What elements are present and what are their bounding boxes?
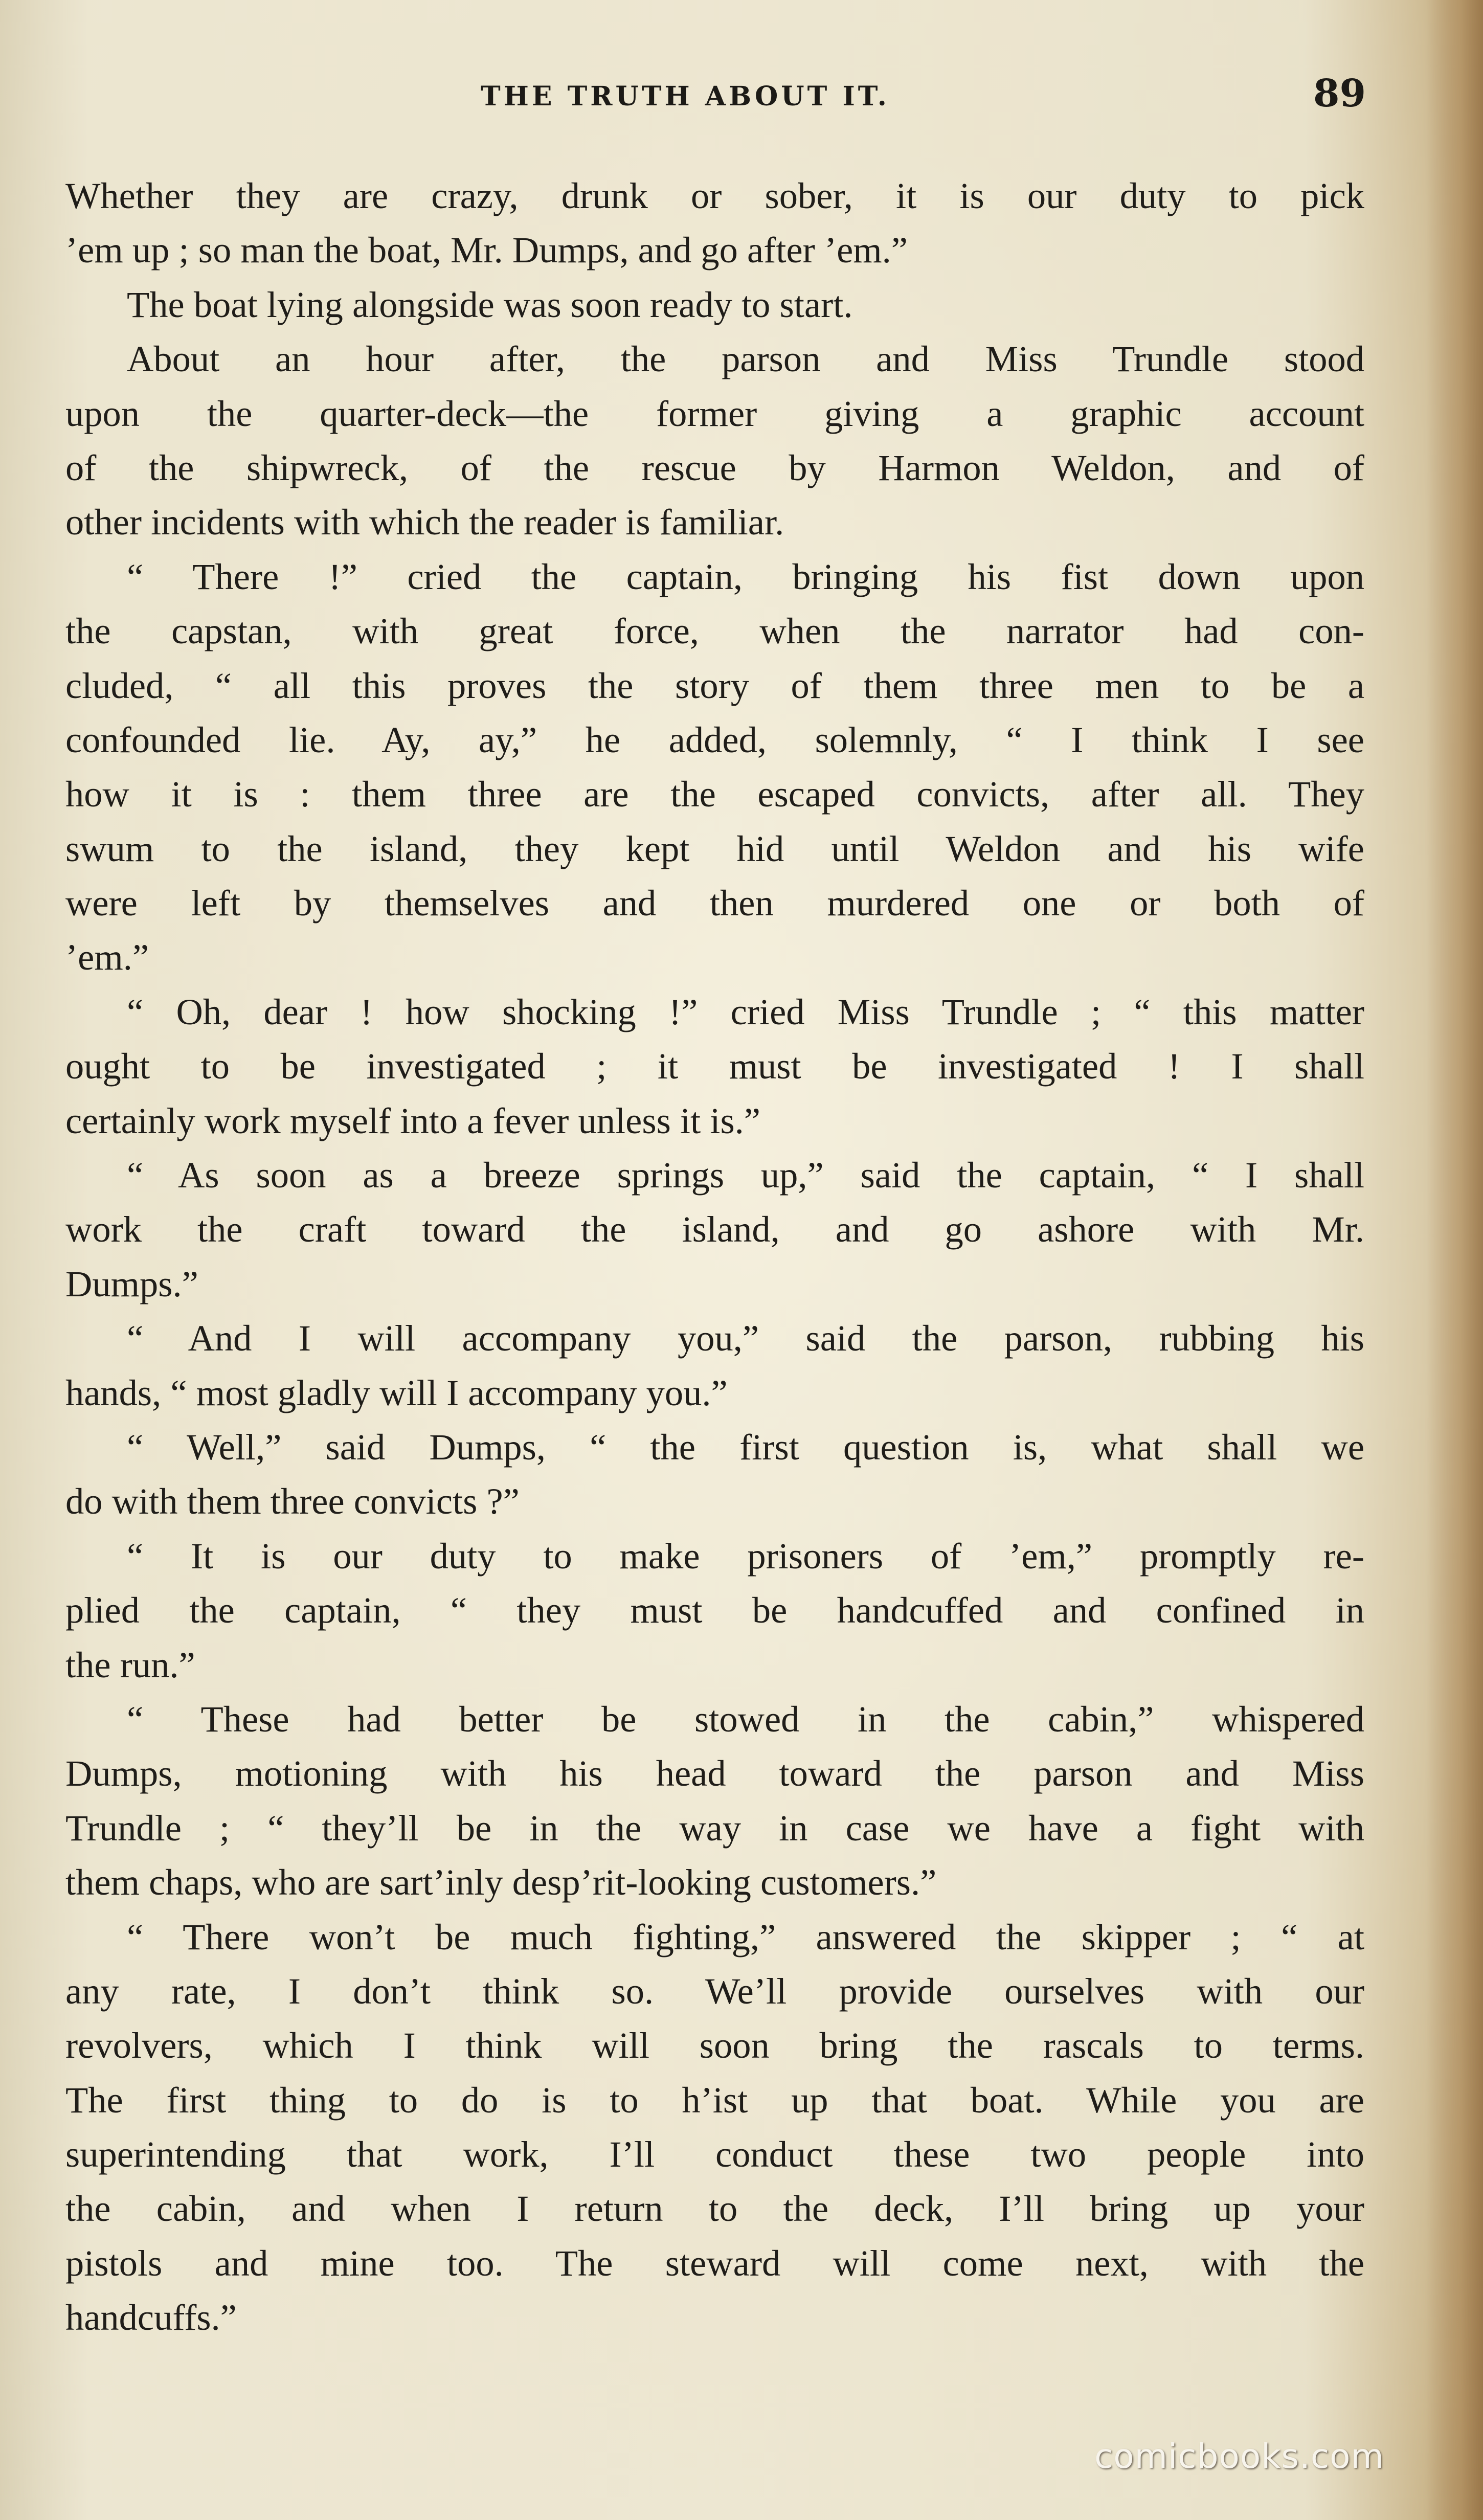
text-line: ought to be investigated ; it must be investigated ! I shall — [65, 1045, 1364, 1087]
text-line: “ And I will accompany you,” said the parson, rubbing his — [127, 1317, 1364, 1359]
text-line: pistols and mine too. The steward will come next, with the — [65, 2242, 1364, 2284]
running-head: THE TRUTH ABOUT IT. — [481, 81, 890, 112]
text-line: “ Oh, dear ! how shocking !” cried Miss Trundle ; “ this matter — [127, 991, 1364, 1032]
text-line: any rate, I don’t think so. We’ll provide ourselves with our — [65, 1970, 1364, 2012]
text-line: Dumps.” — [65, 1263, 198, 1304]
text-line: swum to the island, they kept hid until Weldon and his wife — [65, 827, 1364, 869]
text-line: work the craft toward the island, and go ashore with Mr. — [65, 1208, 1364, 1250]
page-number: 89 — [1313, 72, 1366, 116]
text-line: “ Well,” said Dumps, “ the first question is, what shall we — [127, 1426, 1364, 1468]
watermark: comicbooks.com — [1094, 2437, 1384, 2476]
text-line: do with them three convicts ?” — [65, 1480, 520, 1522]
text-line: them chaps, who are sart’inly desp’rit-looking customers.” — [65, 1861, 937, 1903]
text-line: how it is : them three are the escaped convicts, after all. They — [65, 773, 1364, 815]
text-line: handcuffs.” — [65, 2297, 237, 2338]
text-line: “ As soon as a breeze springs up,” said the captain, “ I shall — [127, 1154, 1364, 1196]
text-line: confounded lie. Ay, ay,” he added, solemnly, “ I think I see — [65, 718, 1364, 760]
text-line: Dumps, motioning with his head toward the parson and Miss — [65, 1752, 1364, 1794]
text-line: Trundle ; “ they’ll be in the way in case we have a fight with — [65, 1807, 1364, 1849]
text-line: certainly work myself into a fever unless it is.” — [65, 1099, 760, 1141]
text-line: were left by themselves and then murdered one or both of — [65, 882, 1364, 924]
text-line: “ It is our duty to make prisoners of ’em,” promptly re- — [127, 1535, 1364, 1577]
text-line: The first thing to do is to h’ist up that boat. While you are — [65, 2079, 1364, 2121]
text-line: hands, “ most gladly will I accompany you.” — [65, 1371, 728, 1413]
text-line: the run.” — [65, 1644, 195, 1685]
text-line: superintending that work, I’ll conduct these two people into — [65, 2133, 1364, 2175]
text-line: cluded, “ all this proves the story of them three men to be a — [65, 664, 1364, 706]
text-line: revolvers, which I think will soon bring the rascals to terms. — [65, 2024, 1364, 2066]
text-line: ’em up ; so man the boat, Mr. Dumps, and go after ’em.” — [65, 229, 908, 271]
text-line: ’em.” — [65, 936, 149, 978]
text-line: “ These had better be stowed in the cabin,” whispered — [127, 1698, 1364, 1740]
text-line: upon the quarter-deck—the former giving a graphic account — [65, 392, 1364, 434]
text-line: About an hour after, the parson and Miss Trundle stood — [127, 338, 1364, 380]
page-header — [0, 72, 1483, 133]
text-line: The boat lying alongside was soon ready to start. — [127, 283, 853, 325]
text-line: Whether they are crazy, drunk or sober, it is our duty to pick — [65, 175, 1364, 216]
page-edge-shadow — [1427, 0, 1483, 2520]
text-line: the capstan, with great force, when the narrator had con- — [65, 610, 1364, 652]
text-line: plied the captain, “ they must be handcuffed and confined in — [65, 1589, 1364, 1631]
text-line: “ There won’t be much fighting,” answered the skipper ; “ at — [127, 1916, 1364, 1958]
text-line: the cabin, and when I return to the deck, I’ll bring up your — [65, 2188, 1364, 2230]
body-text — [65, 169, 1364, 2345]
text-line: other incidents with which the reader is familiar. — [65, 501, 784, 543]
text-line: of the shipwreck, of the rescue by Harmon Weldon, and of — [65, 446, 1364, 488]
text-line: “ There !” cried the captain, bringing his fist down upon — [127, 555, 1364, 597]
